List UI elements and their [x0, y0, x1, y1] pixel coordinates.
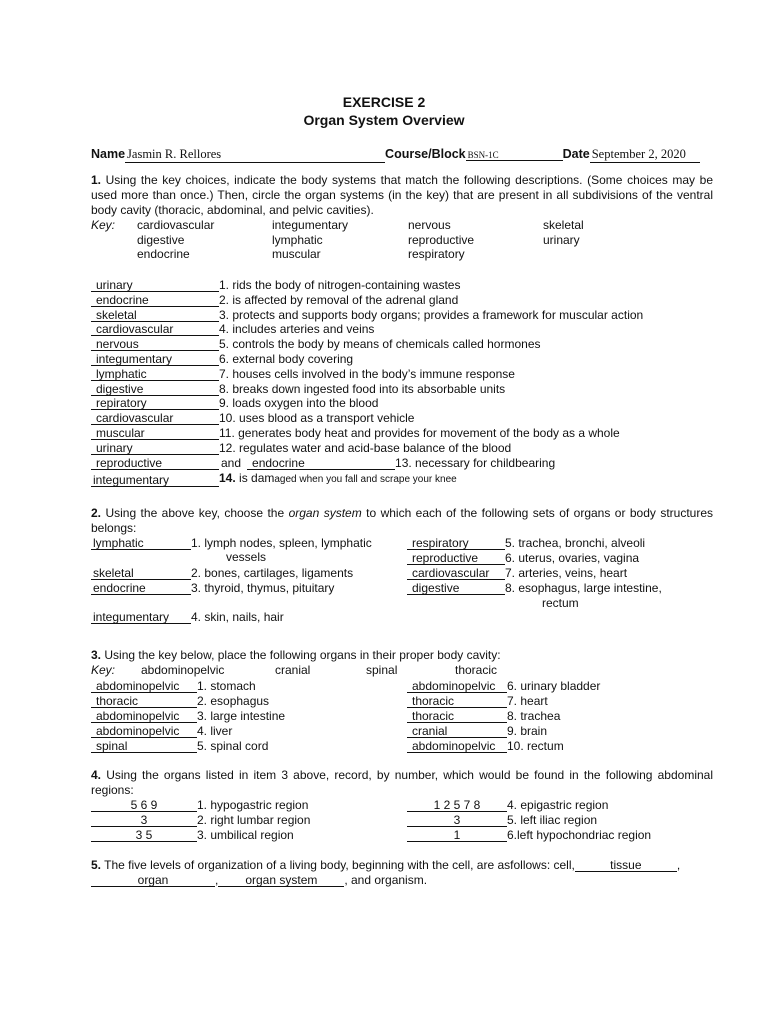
list-item — [91, 322, 374, 336]
section-1-instructions — [91, 173, 713, 218]
list-item — [407, 724, 547, 738]
section-4-instructions: 4. Using the organs listed in item 3 above, record, by number, which would be found in the following abdominal regions: — [91, 768, 713, 797]
item-text: 11. generates body heat and provides for movement of the body as a whole — [219, 426, 620, 440]
list-item — [407, 813, 597, 827]
list-item — [91, 798, 308, 812]
list-item — [407, 694, 548, 708]
list-item — [407, 798, 608, 812]
section-1-text: Using the key choices, indicate the body systems that match the following descriptions. (Some choices may be used more than once.) Then, circle the organ systems (in the key) that are present in all subdivisions of the ventral body cavity (thoracic, abdominal, and pelvic cavities). — [91, 173, 714, 217]
answer-field[interactable]: 1 — [407, 829, 507, 842]
section-3-number: 3. — [91, 648, 102, 662]
answer-field[interactable]: 3 — [407, 814, 507, 827]
item-text: 1. rids the body of nitrogen-containing wastes — [219, 278, 461, 292]
item-text: 2. right lumbar region — [197, 813, 311, 827]
list-item — [91, 278, 460, 292]
item-text: 2. esophagus — [197, 694, 270, 708]
answer-field[interactable]: thoracic — [91, 695, 197, 708]
tissue-blank[interactable]: tissue — [575, 859, 677, 872]
organ-system-blank[interactable]: organ system — [218, 874, 344, 887]
list-item — [91, 396, 378, 410]
item-text-small: aged when you fall and scrape your knee — [274, 474, 457, 485]
key-muscular[interactable]: muscular — [272, 247, 321, 261]
item-text: 8. esophagus, large intestine, — [505, 581, 662, 595]
answer-field[interactable]: lymphatic — [91, 537, 191, 550]
list-item — [91, 709, 285, 723]
item-text: 10. rectum — [507, 739, 564, 753]
answer-field[interactable]: cardiovascular — [91, 323, 219, 336]
list-item — [91, 308, 643, 322]
answer-field[interactable]: 3 — [91, 814, 197, 827]
section-2-item-4 — [91, 610, 284, 624]
item-text: 5. trachea, bronchi, alveoli — [505, 536, 646, 550]
item-number: 14. — [219, 471, 236, 485]
item-text: 8. trachea — [507, 709, 561, 723]
answer-field[interactable]: abdominopelvic — [91, 725, 197, 738]
item-text: 10. uses blood as a transport vehicle — [219, 411, 415, 426]
answer-field[interactable]: endocrine — [91, 582, 191, 595]
section-3-instructions: 3. Using the key below, place the following organs in their proper body cavity: — [91, 648, 501, 662]
list-item — [91, 679, 256, 693]
section-5-number: 5. — [91, 858, 102, 872]
key-reproductive[interactable]: reproductive — [408, 233, 475, 247]
section-2-item-8-cont: rectum — [542, 596, 579, 610]
list-item — [91, 813, 310, 827]
answer-field[interactable]: thoracic — [407, 695, 507, 708]
answer-field[interactable]: reproductive — [407, 552, 505, 565]
key-digestive[interactable]: digestive — [137, 233, 185, 247]
key-nervous[interactable]: nervous — [408, 218, 451, 232]
item-text: 5. controls the body by means of chemicals called hormones — [219, 337, 541, 352]
item-text: 13. necessary for childbearing — [395, 456, 556, 470]
item-text: 6. urinary bladder — [507, 679, 601, 693]
section-2-item-3 — [91, 581, 334, 595]
section-2-number: 2. — [91, 506, 102, 520]
section-2-item-2 — [91, 566, 353, 580]
exercise-title: EXERCISE 2 — [342, 94, 426, 110]
item-text: 5. left iliac region — [507, 813, 598, 827]
answer-field[interactable]: lymphatic — [91, 368, 219, 381]
key-spinal[interactable]: spinal — [366, 663, 398, 677]
list-item — [407, 679, 600, 693]
item-text: 4. liver — [197, 724, 233, 738]
name-field[interactable]: Jasmin R. Rellores — [125, 147, 385, 163]
item-text: 4. includes arteries and veins — [219, 322, 375, 337]
date-label: Date — [562, 147, 590, 161]
answer-field[interactable]: digestive — [407, 582, 505, 595]
course-label: Course/Block — [385, 147, 466, 161]
answer-field[interactable]: abdominopelvic — [91, 710, 197, 723]
item-text: 6.left hypochondriac region — [507, 828, 652, 842]
key-urinary[interactable]: urinary — [543, 233, 580, 247]
list-item — [91, 367, 515, 381]
answer-field[interactable]: 5 6 9 — [91, 799, 197, 812]
item-text: 2. is affected by removal of the adrenal gland — [219, 292, 459, 307]
key-thoracic[interactable]: thoracic — [455, 663, 498, 677]
item-text: 5. spinal cord — [197, 739, 269, 753]
section-1-key-label: Key: — [91, 218, 116, 232]
item-text: 7. houses cells involved in the body’s immune response — [219, 366, 515, 381]
answer-field[interactable]: endocrine — [91, 294, 219, 307]
key-abdominopelvic[interactable]: abdominopelvic — [141, 663, 225, 677]
answer-field[interactable]: nervous — [91, 338, 219, 351]
section-5-line-2: organ , organ system , and organism. — [91, 873, 427, 887]
answer-field[interactable]: 1 2 5 7 8 — [407, 799, 507, 812]
section-2-item-8 — [407, 581, 662, 595]
item-text: 3. thyroid, thymus, pituitary — [191, 581, 335, 595]
answer-field[interactable]: repiratory — [91, 397, 219, 410]
date-field[interactable]: September 2, 2020 — [590, 147, 700, 163]
list-item — [91, 828, 294, 842]
answer-field[interactable]: abdominopelvic — [407, 740, 507, 753]
list-item — [91, 694, 269, 708]
section-2-item-6 — [407, 551, 639, 565]
answer-field[interactable]: abdominopelvic — [407, 680, 507, 693]
item-text: 9. loads oxygen into the blood — [219, 396, 379, 411]
answer-field[interactable]: reproductive — [91, 457, 219, 470]
answer-field[interactable]: urinary — [91, 279, 219, 292]
list-item — [91, 441, 511, 455]
section-2-item-1 — [91, 536, 372, 550]
answer-field[interactable]: integumentary — [91, 353, 219, 366]
item-text: 12. regulates water and acid-base balance of the blood — [219, 440, 512, 455]
list-item — [91, 382, 505, 396]
item-text: 6. uterus, ovaries, vagina — [505, 551, 640, 565]
item-text: 3. umbilical region — [197, 828, 294, 842]
answer-field[interactable]: muscular — [91, 427, 219, 440]
course-field[interactable]: BSN-1C — [466, 150, 563, 161]
item-text: 3. large intestine — [197, 709, 286, 723]
list-item — [91, 426, 620, 440]
item-text: is dam — [235, 471, 275, 485]
section-3-key-label: Key: — [91, 663, 116, 677]
answer-field[interactable]: integumentary — [91, 474, 219, 487]
item-text: 1. lymph nodes, spleen, lymphatic — [191, 536, 372, 550]
item-text: 1. hypogastric region — [197, 798, 309, 812]
answer-field[interactable]: respiratory — [407, 537, 505, 550]
exercise-subtitle: Organ System Overview — [303, 112, 465, 128]
key-cranial[interactable]: cranial — [275, 663, 311, 677]
list-item — [407, 709, 560, 723]
section-5-line-1: 5. The five levels of organization of a living body, beginning with the cell, are asfollows: cell, tissue , — [91, 858, 681, 872]
and-text: and — [221, 456, 242, 470]
key-respiratory[interactable]: respiratory — [408, 247, 465, 261]
list-item — [91, 293, 458, 307]
answer-field[interactable]: spinal — [91, 740, 197, 753]
key-lymphatic[interactable]: lymphatic — [272, 233, 323, 247]
section-1-item-14 — [91, 471, 457, 487]
item-text: 2. bones, cartilages, ligaments — [191, 566, 354, 580]
section-1-number: 1. — [91, 173, 102, 187]
list-item — [407, 828, 651, 842]
answer-field[interactable]: thoracic — [407, 710, 507, 723]
answer-field[interactable]: abdominopelvic — [91, 680, 197, 693]
item-text: 4. skin, nails, hair — [191, 610, 284, 624]
answer-field[interactable]: integumentary — [91, 611, 191, 624]
answer-field[interactable]: 3 5 — [91, 829, 197, 842]
item-text: 6. external body covering — [219, 352, 354, 366]
key-cardiovascular[interactable]: cardiovascular — [137, 218, 215, 232]
answer-field[interactable]: urinary — [91, 442, 219, 455]
list-item — [91, 352, 353, 366]
section-2-item-1-cont: vessels — [226, 550, 267, 564]
section-2-instructions: 2. Using the above key, choose the organ system to which each of the following sets of organs or body structures belongs: — [91, 506, 713, 535]
item-text: 4. epigastric region — [507, 798, 609, 812]
organ-blank[interactable]: organ — [91, 874, 215, 887]
item-text: 7. heart — [507, 694, 548, 708]
section-4-number: 4. — [91, 768, 102, 782]
list-item — [407, 739, 564, 753]
name-label: Name — [91, 147, 126, 161]
item-text: 8. breaks down ingested food into its absorbable units — [219, 381, 506, 396]
item-text: 9. brain — [507, 724, 548, 738]
answer-field[interactable]: digestive — [91, 383, 219, 396]
answer-field[interactable]: cardiovascular — [91, 412, 219, 425]
answer-field[interactable]: skeletal — [91, 309, 219, 322]
key-integumentary[interactable]: integumentary — [272, 218, 349, 232]
list-item — [91, 337, 541, 351]
section-1-item-13 — [91, 456, 555, 470]
item-text: 7. arteries, veins, heart — [505, 566, 628, 580]
answer-field[interactable]: skeletal — [91, 567, 191, 580]
answer-field[interactable]: endocrine — [247, 457, 395, 470]
list-item — [91, 411, 414, 425]
item-text: 1. stomach — [197, 679, 256, 693]
section-2-item-5 — [407, 536, 645, 550]
section-2-item-7 — [407, 566, 627, 580]
header-line — [91, 147, 700, 163]
item-text: 3. protects and supports body organs; provides a framework for muscular action — [219, 307, 644, 322]
answer-field[interactable]: cranial — [407, 725, 507, 738]
list-item — [91, 739, 268, 753]
list-item — [91, 724, 232, 738]
key-skeletal[interactable]: skeletal — [543, 218, 584, 232]
answer-field[interactable]: cardiovascular — [407, 567, 505, 580]
key-endocrine[interactable]: endocrine — [137, 247, 190, 261]
